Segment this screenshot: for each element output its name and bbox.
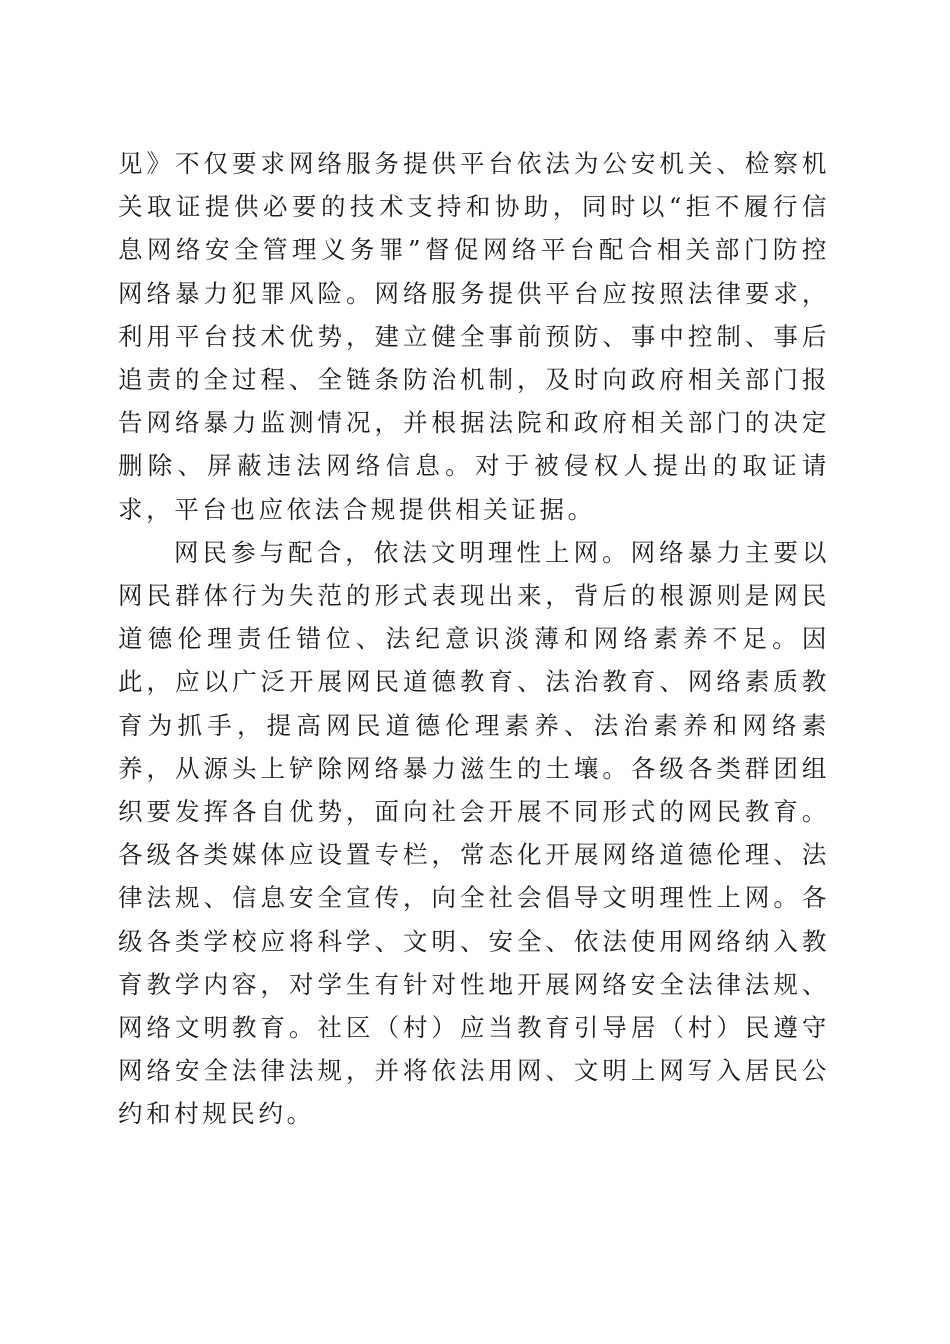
paragraph-continuation: 见》不仅要求网络服务提供平台依法为公安机关、检察机关取证提供必要的技术支持和协助，同时以“拒不履行信息网络安全管理义务罪”督促网络平台配合相关部门防控网络暴力犯罪风险。网络服务提供平台应按照法律要求，利用平台技术优势，建立健全事前预防、事中控制、事后追责的全过程、全链条防治机制，及时向政府相关部门报告网络暴力监测情况，并根据法院和政府相关部门的决定删除、屏蔽违法网络信息。对于被侵权人提出的取证请求，平台也应依法合规提供相关证据。	[118, 149, 830, 524]
paragraph-netizen-participation: 网民参与配合，依法文明理性上网。网络暴力主要以网民群体行为失范的形式表现出来，背后的根源则是网民道德伦理责任错位、法纪意识淡薄和网络素养不足。因此，应以广泛开展网民道德教育、法治教育、网络素质教育为抓手，提高网民道德伦理素养、法治素养和网络素养，从源头上铲除网络暴力滋生的土壤。各级各类群团组织要发挥各自优势，面向社会开展不同形式的网民教育。各级各类媒体应设置专栏，常态化开展网络道德伦理、法律法规、信息安全宣传，向全社会倡导文明理性上网。各级各类学校应将科学、文明、安全、依法使用网络纳入教育教学内容，对学生有针对性地开展网络安全法律法规、网络文明教育。社区（村）应当教育引导居（村）民遵守网络安全法律法规，并将依法用网、文明上网写入居民公约和村规民约。	[118, 537, 830, 1129]
document-body	[118, 142, 830, 1136]
